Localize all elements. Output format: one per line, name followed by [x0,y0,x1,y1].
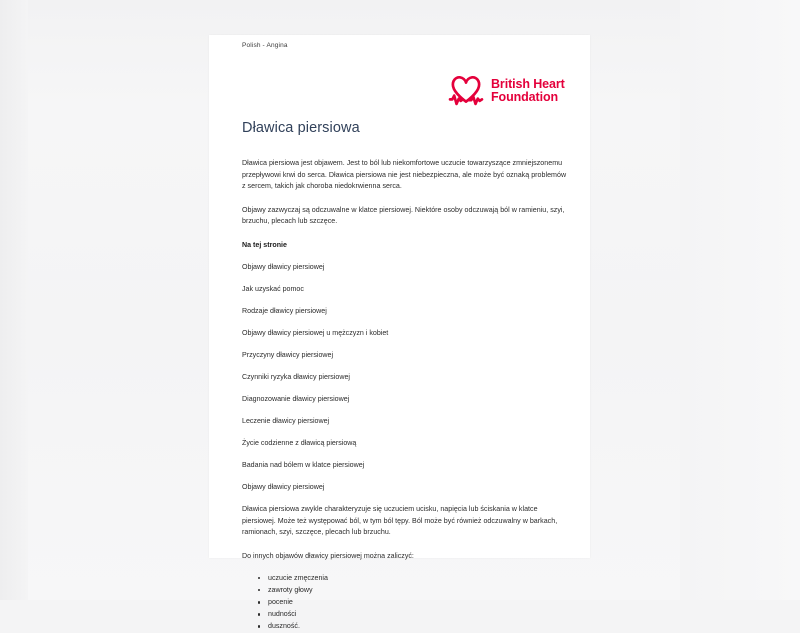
section-paragraph-symptoms: Dławica piersiowa zwykle charakteryzuje się uczuciem ucisku, napięcia lub ściskania w klatce piersiowej. Może też występować ból, w tym ból tępy. Ból może być również odczuwalny w barkach, ramionach, szyi, szczęce, plecach lub brzuchu. [242,504,558,537]
document-content [242,120,571,633]
toc-link-9[interactable]: Życie codzienne z dławicą piersiową [242,438,357,447]
symptom-list-intro: Do innych objawów dławicy piersiowej można zaliczyć: [242,551,414,560]
toc-link-1[interactable]: Objawy dławicy piersiowej [242,262,325,271]
list-item: pocenie [268,597,571,609]
list-item: zawroty głowy [268,585,571,597]
toc-link-4[interactable]: Objawy dławicy piersiowej u mężczyzn i kobiet [242,328,389,337]
toc-link-10[interactable]: Badania nad bólem w klatce piersiowej [242,460,365,469]
document-page [209,35,590,631]
toc-link-5[interactable]: Przyczyny dławicy piersiowej [242,350,334,359]
toc-link-7[interactable]: Diagnozowanie dławicy piersiowej [242,394,350,403]
brand-logo [447,72,565,110]
on-this-page-heading: Na tej stronie [242,240,287,249]
section-heading-symptoms: Objawy dławicy piersiowej [242,482,325,491]
heart-pulse-icon [447,72,485,110]
brand-logo-text [491,78,565,105]
intro-paragraph-2: Objawy zazwyczaj są odczuwalne w klatce piersiowej. Niektóre osoby odczuwają ból w ramieniu, szyi, brzuchu, plecach lub szczęce. [242,205,565,226]
brand-logo-line-2: Foundation [491,90,559,104]
list-item: duszność. [268,621,571,633]
toc-link-8[interactable]: Leczenie dławicy piersiowej [242,416,330,425]
intro-paragraph-1: Dławica piersiowa jest objawem. Jest to ból lub niekomfortowe uczucie towarzyszące zmniejszonemu przepływowi krwi do serca. Dławica piersiowa nie jest niebezpieczna, ale może być oznaką problemów z sercem, takich jak choroba niedokrwienna serca. [242,159,567,191]
symptom-list [242,573,571,633]
toc-link-6[interactable]: Czynniki ryzyka dławicy piersiowej [242,372,351,381]
document-header-label: Polish - Angina [242,42,288,49]
page-title: Dławica piersiowa [242,120,360,136]
list-item: nudności [268,609,571,621]
toc-link-3[interactable]: Rodzaje dławicy piersiowej [242,306,327,315]
brand-logo-line-1: British Heart [491,76,565,91]
list-item: uczucie zmęczenia [268,573,571,585]
toc-link-2[interactable]: Jak uzyskać pomoc [242,284,304,293]
